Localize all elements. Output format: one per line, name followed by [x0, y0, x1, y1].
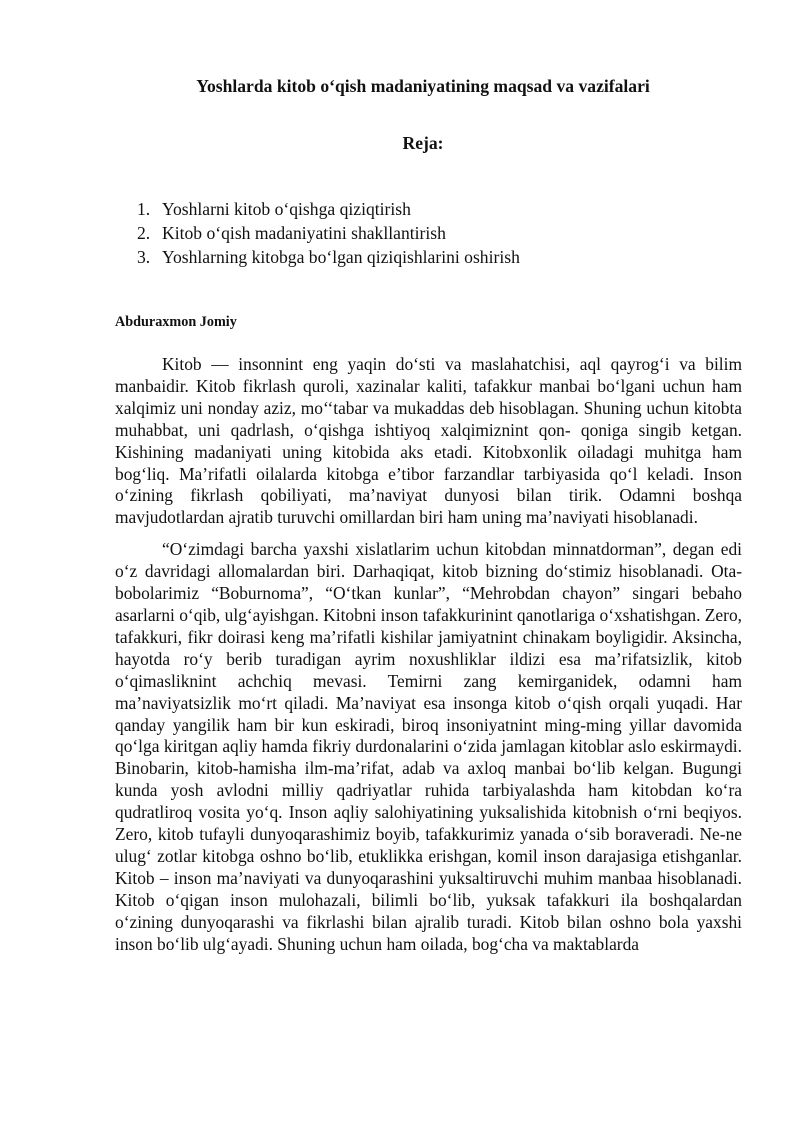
plan-item-number: 2.	[137, 223, 151, 243]
body-text	[115, 354, 742, 955]
plan-heading: Reja:	[402, 133, 444, 153]
body-paragraph: Kitob — insonnint eng yaqin do‘sti va maslahatchisi, aql qayrog‘i va bilim manbaidir. Kitob fikrlash quroli, xazinalar kaliti, tafakkur manbai bo‘lgani uchun ham xalqimiz uni nonday aziz, mo‘‘tabar va mukaddas deb hisoblagan. Shuning uchun kitobta muhabbat, uni qadrlash, o‘qishga ishtiyoq xalqimiznint qon- qoniga singib ketgan. Kishining madaniyati uning kitobida aks etadi. Kitobxonlik oiladagi muhitga ham bog‘liq. Ma’rifatli oilalarda kitobga e’tibor farzandlar tarbiyasida qo‘l keladi. Inson o‘zining fikrlash qobiliyati, ma’naviyat dunyosi bilan tirik. Odamni boshqa mavjudotlardan ajratib turuvchi omillardan biri ham uning ma’naviyati hisoblanadi.	[115, 354, 742, 528]
plan-item-text: Kitob o‘qish madaniyatini shakllantirish	[162, 223, 446, 243]
plan-list	[137, 197, 520, 269]
plan-item	[137, 197, 520, 221]
document-title: Yoshlarda kitob o‘qish madaniyatining maqsad va vazifalari	[196, 76, 650, 96]
plan-item-number: 3.	[137, 247, 151, 267]
plan-item-number: 1.	[137, 199, 151, 219]
plan-item-text: Yoshlarning kitobga bo‘lgan qiziqishlarini oshirish	[162, 247, 520, 267]
plan-item	[137, 221, 520, 245]
body-paragraph: “O‘zimdagi barcha yaxshi xislatlarim uchun kitobdan minnatdorman”, degan edi o‘z davridagi allomalardan biri. Darhaqiqat, kitob bizning do‘stimiz hisoblanadi. Ota-bobolarimiz “Boburnoma”, “O‘tkan kunlar”, “Mehrobdan chayon” singari bebaho asarlarni o‘qib, ulg‘ayishgan. Kitobni inson tafakkurinint qanotlariga o‘xshatishgan. Zero, tafakkuri, fikr doirasi keng ma’rifatli kishilar jamiyatnint chinakam boyligidir. Aksincha, hayotda ro‘y berib turadigan ayrim noxushliklar ildizi esa ma’rifatsizlik, kitob o‘qimasliknint achchiq mevasi. Temirni zang kemirganidek, odamni ham ma’naviyatsizlik mo‘rt qiladi. Ma’naviyat esa insonga kitob o‘qish orqali yuqadi. Har qanday yangilik ham bir kun eskiradi, biroq insoniyatnint ming-ming yillar davomida qo‘lga kiritgan aqliy hamda fikriy durdonalarini o‘zida jamlagan kitoblar aslo eskirmaydi. Binobarin, kitob-hamisha ilm-ma’rifat, adab va axloq manbai bo‘lib kelgan. Bugungi kunda yosh avlodni milliy qadriyatlar ruhida tarbiyalashda ham kitobdan ko‘ra qudratliroq vosita yo‘q. Inson aqliy salohiyatining yuksalishida kitobnish o‘rni beqiyos. Zero, kitob tufayli dunyoqarashimiz boyib, tafakkurimiz yanada o‘sib boraveradi. Ne-ne ulug‘ zotlar kitobga oshno bo‘lib, etuklikka erishgan, komil inson darajasiga etishganlar. Kitob – inson ma’naviyati va dunyoqarashini yuksaltiruvchi muhim manbaa hisoblanadi. Kitob o‘qigan inson mulohazali, bilimli bo‘lib, yuksak tafakkuri ila boshqalardan o‘zining dunyoqarashi va fikrlashi bilan ajralib turadi. Kitob bilan oshno bola yaxshi inson bo‘lib ulg‘ayadi. Shuning uchun ham oilada, bog‘cha va maktablarda	[115, 539, 742, 954]
author-name: Abduraxmon Jomiy	[115, 314, 237, 330]
plan-item	[137, 245, 520, 269]
plan-item-text: Yoshlarni kitob o‘qishga qiziqtirish	[162, 199, 411, 219]
